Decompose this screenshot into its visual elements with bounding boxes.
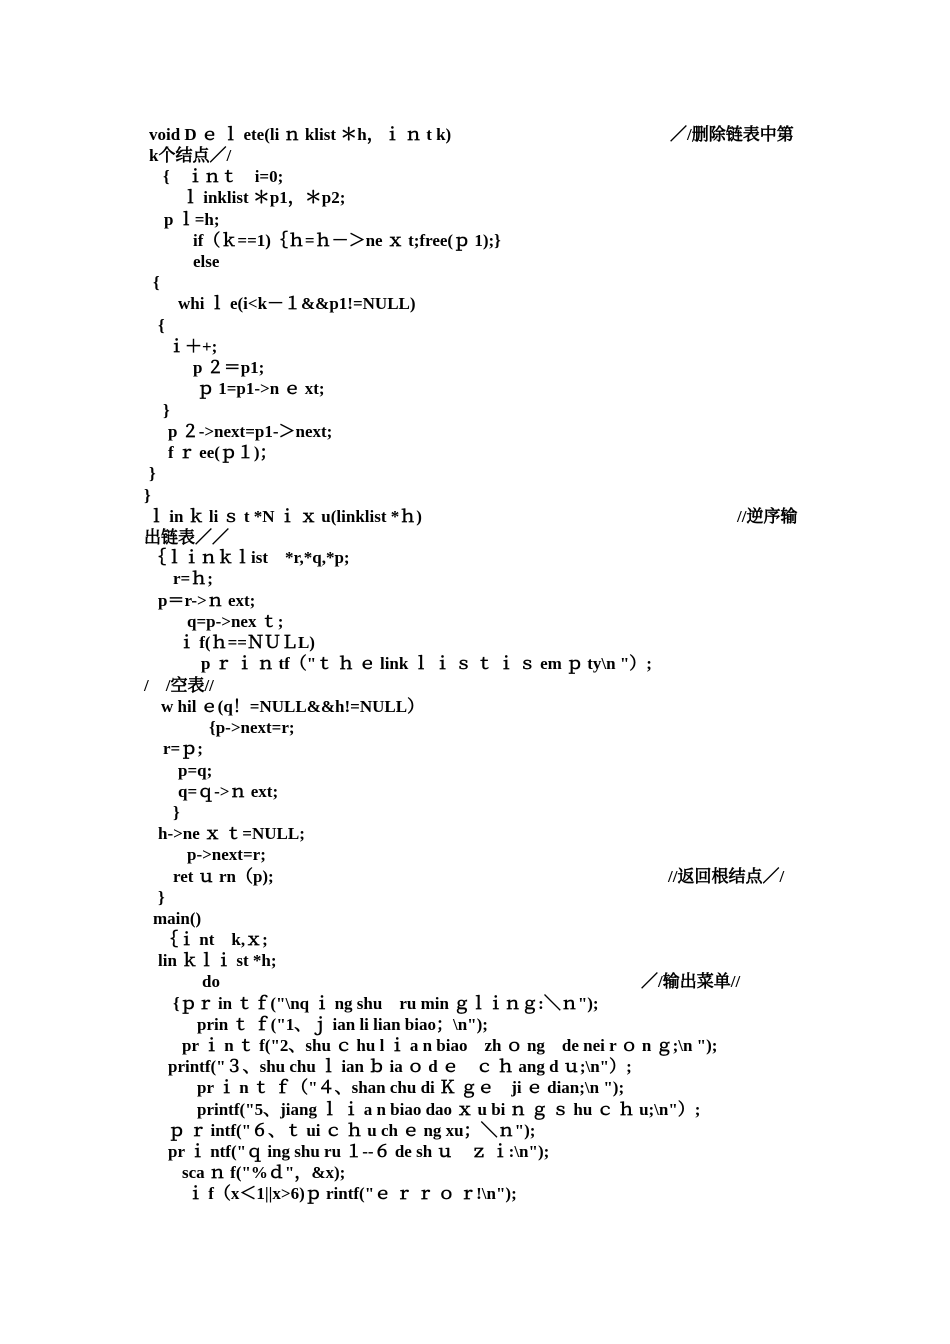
code-line: ｐ ｒ intf("６、ｔ ui ｃ ｈ u ch ｅ ng xu；＼ｎ"); — [168, 1121, 536, 1140]
comment: //逆序输 — [737, 507, 798, 526]
code-line: { ｉｎｔ i=0; — [163, 167, 284, 186]
code-line: r=ｐ; — [163, 739, 203, 758]
comment: k个结点／/ — [149, 146, 232, 165]
code-line: {ｐｒ in ｔｆ("\nq ｉ ng shu ru min ｇｌｉｎｇ:＼ｎ"); — [173, 994, 599, 1013]
code-line: } — [158, 888, 165, 907]
code-line: lin ｋｌｉ st *h; — [158, 951, 277, 970]
code-line: ｉ＋+; — [168, 337, 218, 356]
comment: //返回根结点／/ — [668, 867, 785, 886]
code-line: main() — [153, 909, 202, 928]
code-line: q=p->nex ｔ; — [187, 612, 284, 631]
code-line: p ｒ ｉ ｎ tf（"ｔ ｈ ｅ link ｌ ｉ ｓ ｔ ｉ ｓ em ｐ ty\n "）; — [201, 654, 652, 673]
code-line: ｌ inklist ＊p1，＊p2; — [182, 188, 346, 207]
code-line: q=ｑ->ｎ ext; — [178, 782, 279, 801]
code-line: printf("5、jiang ｌ ｉ a n biao dao ｘ u bi ｎ ｇ ｓ hu ｃ ｈ u;\n"）; — [197, 1100, 701, 1119]
code-line: if（ｋ==1)｛ｈ=ｈ－＞ne ｘ t;free(ｐ 1);} — [193, 231, 501, 250]
code-line: w hil ｅ(q！=NULL&&h!=NULL） — [161, 697, 425, 716]
code-line: ｌ in ｋ li ｓ t *N ｉ ｘ u(linklist *ｈ) — [148, 507, 422, 526]
comment: ／/输出菜单// — [641, 972, 741, 991]
code-line: } — [173, 803, 180, 822]
code-line: pr ｉ ntf("ｑ ing shu ru １--６ de sh ｕ ｚ ｉ:\n"); — [168, 1142, 550, 1161]
code-line: ｐ 1=p1->n ｅ xt; — [197, 379, 325, 398]
code-line: p＝r->ｎ ext; — [158, 591, 256, 610]
comment: 出链表／／ — [144, 528, 229, 547]
code-line: ｛ｌｉｎｋｌist *r,*q,*p; — [149, 548, 350, 567]
code-line: sca ｎ f("%ｄ"，&x); — [182, 1163, 346, 1182]
code-line: pr ｉ n ｔ f("2、shu ｃ hu l ｉ a n biao zh ｏ ng de nei r ｏ n ｇ;\n "); — [182, 1036, 718, 1055]
code-line: } — [163, 401, 170, 420]
code-line: ｛ｉ nt k,ｘ; — [161, 930, 268, 949]
code-line: else — [193, 252, 220, 271]
code-line: {p->next=r; — [209, 718, 295, 737]
code-line: p->next=r; — [187, 845, 266, 864]
code-line: } — [149, 464, 156, 483]
comment: ／/删除链表中第 — [670, 125, 794, 144]
code-line: ｉ f（x＜1||x>6)ｐ rintf("ｅ ｒ ｒ ｏ ｒ!\n"); — [187, 1184, 517, 1203]
code-line: p ｌ=h; — [164, 210, 220, 229]
code-line: p=q; — [178, 761, 213, 780]
code-line: prin ｔ ｆ("1、ｊ ian li lian biao；\n"); — [197, 1015, 488, 1034]
code-line: p ２->next=p1-＞next; — [168, 422, 333, 441]
code-line: ret ｕ rn（p); — [173, 867, 274, 886]
code-line: printf("３、shu chu ｌ ian ｂ ia ｏ d ｅ ｃ ｈ ang d ｕ;\n"）; — [168, 1057, 632, 1076]
code-line: { — [153, 273, 160, 292]
code-line: do — [202, 972, 220, 991]
code-line: whi ｌ e(i<k－１&&p1!=NULL) — [178, 294, 416, 313]
code-line: void D ｅ ｌ ete(li ｎ klist ＊h，ｉ ｎ t k) — [149, 125, 452, 144]
code-line: h->ne ｘ ｔ=NULL; — [158, 824, 305, 843]
code-line: ｉ f(ｈ==ＮＵＬL) — [178, 633, 315, 652]
code-line: { — [158, 316, 165, 335]
code-line: p ２＝p1; — [193, 358, 265, 377]
code-line: pr ｉ n ｔ ｆ（"４、shan chu di Ｋ ｇｅ ji ｅ dian;\n "); — [197, 1078, 625, 1097]
code-line: r=ｈ; — [173, 569, 213, 588]
code-line: } — [144, 486, 151, 505]
code-line: f ｒ ee(ｐ１)； — [168, 443, 277, 462]
comment: / /空表// — [144, 676, 214, 695]
